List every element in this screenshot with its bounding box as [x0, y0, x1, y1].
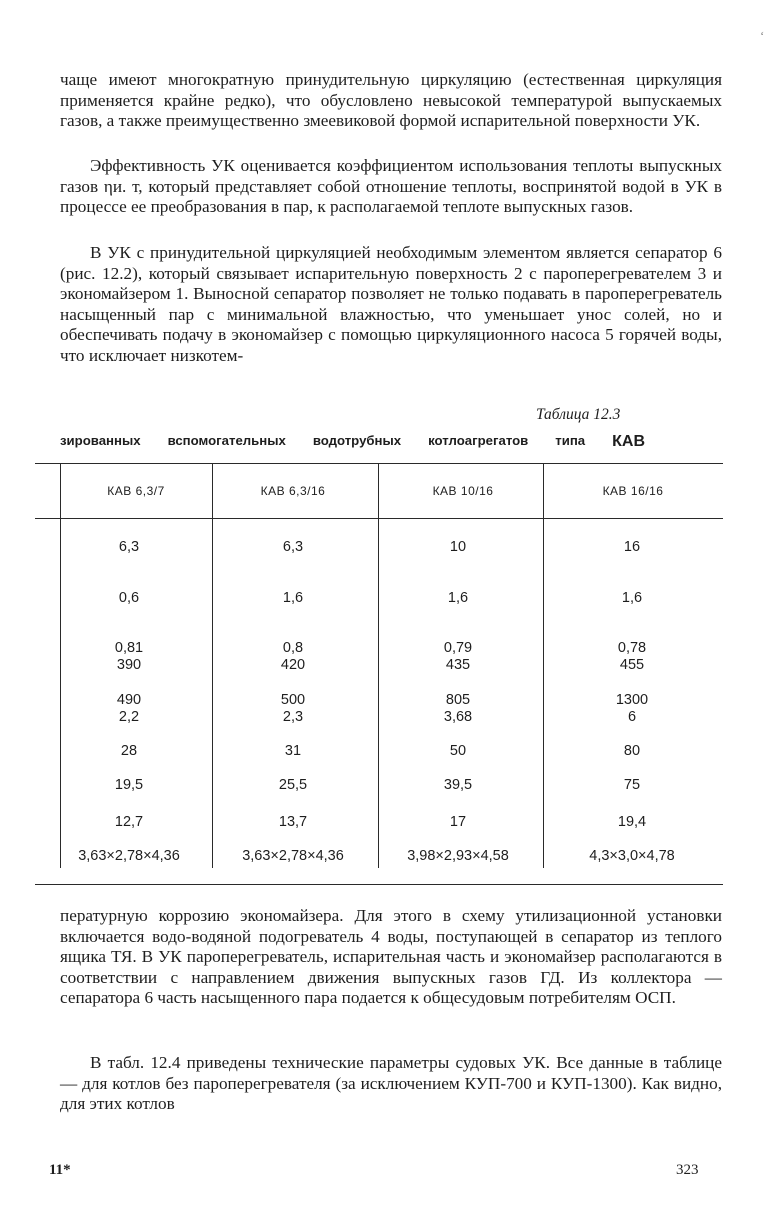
- table-cell: 805: [445, 692, 471, 708]
- table-cell: 75: [623, 777, 641, 793]
- caption-word: КАВ: [612, 433, 645, 450]
- table-cell: 0,79: [443, 640, 473, 656]
- table-cell: 4,3×3,0×4,78: [589, 848, 675, 864]
- margin-mark: ‘: [760, 28, 765, 43]
- table-cell: 17: [449, 814, 467, 830]
- table-cell: 1,6: [282, 590, 304, 606]
- column-header-kav-6-3-16: КАВ 6,3/16: [260, 484, 326, 498]
- column-header-kav-10-16: КАВ 10/16: [432, 484, 494, 498]
- table-cell: 1300: [615, 692, 649, 708]
- table-cell: 6,3: [282, 539, 304, 555]
- table-cell: 10: [449, 539, 467, 555]
- table-cell: 420: [280, 657, 306, 673]
- caption-word: котлоагрегатов: [428, 433, 529, 448]
- table-cell: 16: [623, 539, 641, 555]
- table-cell: 6,3: [118, 539, 140, 555]
- paragraph-5: В табл. 12.4 приведены технические параметры судовых УК. Все данные в таблице — для котлов без пароперегревателя (за исключением КУП-700 и КУП-1300). Как видно, для этих котлов: [60, 1053, 722, 1114]
- table-cell: 0,78: [617, 640, 647, 656]
- table-cell: 19,4: [617, 814, 647, 830]
- table-cell: 3,98×2,93×4,58: [407, 848, 509, 864]
- table-cell: 12,7: [114, 814, 144, 830]
- paragraph-1: чаще имеют многократную принудительную циркуляцию (естественная циркуляция применяется крайне редко), что обусловлено невысокой температурой выпускаемых газов, а также преимущественно змеевиковой формой испарительной поверхности УК.: [60, 70, 722, 131]
- caption-word: водотрубных: [312, 433, 402, 448]
- table-cell: 19,5: [114, 777, 144, 793]
- table-cell: 390: [116, 657, 142, 673]
- table-cell: 25,5: [278, 777, 308, 793]
- table-cell: 3,63×2,78×4,36: [242, 848, 344, 864]
- caption-word: зированных: [60, 433, 141, 448]
- table-cell: 1,6: [447, 590, 469, 606]
- paragraph-2: Эффективность УК оценивается коэффициентом использования теплоты выпускных газов ηи. т, который представляет собой отношение теплоты, воспринятой водой в УК в процессе ее преобразования в пар, к располагаемой теплоте выпускных газов.: [60, 156, 722, 217]
- table-cell: 1,6: [621, 590, 643, 606]
- table-column-divider: [543, 463, 544, 868]
- table-cell: 50: [449, 743, 467, 759]
- table-cell: 2,3: [282, 709, 304, 725]
- table-cell: 39,5: [443, 777, 473, 793]
- table-cell: 490: [116, 692, 142, 708]
- table-cell: 31: [284, 743, 302, 759]
- table-rule-top: [35, 463, 723, 464]
- table-cell: 500: [280, 692, 306, 708]
- paragraph-3: В УК с принудительной циркуляцией необходимым элементом является сепаратор 6 (рис. 12.2), который связывает испарительную поверхность 2 с пароперегревателем 3 и экономайзером 1. Выносной сепаратор позволяет не только подавать в пароперегреватель насыщенный пар с минимальной влажностью, что уменьшает унос солей, но и обеспечивать подачу в экономайзер с помощью циркуляционного насоса 5 горячей воды, что исключает низкотем-: [60, 243, 722, 365]
- table-cell: 455: [619, 657, 645, 673]
- table-cell: 435: [445, 657, 471, 673]
- table-label: Таблица 12.3: [536, 406, 621, 423]
- table-cell: 3,63×2,78×4,36: [78, 848, 180, 864]
- table-cell: 6: [627, 709, 637, 725]
- table-cell: 0,6: [118, 590, 140, 606]
- column-header-kav-6-3-7: КАВ 6,3/7: [107, 484, 165, 498]
- table-cell: 3,68: [443, 709, 473, 725]
- table-cell: 28: [120, 743, 138, 759]
- paragraph-4: пературную коррозию экономайзера. Для этого в схему утилизационной установки включается водо-водяной подогреватель 4 воды, поступающей в сепаратор из теплого ящика ТЯ. В УК пароперегреватель, испарительная часть и экономайзер располагаются в соответствии с направлением движения выпускных газов ГД. Из коллектора — сепаратора 6 часть насыщенного пара подается к общесудовым потребителям ОСП.: [60, 906, 722, 1008]
- table-cell: 2,2: [118, 709, 140, 725]
- table-rule-bottom: [35, 884, 723, 885]
- table-caption: [60, 433, 645, 451]
- page-number: 323: [676, 1162, 699, 1178]
- table-cell: 0,81: [114, 640, 144, 656]
- printer-signature: 11*: [49, 1162, 71, 1178]
- column-header-kav-16-16: КАВ 16/16: [602, 484, 664, 498]
- table-cell: 80: [623, 743, 641, 759]
- caption-word: типа: [555, 433, 586, 448]
- caption-word: вспомогательных: [167, 433, 286, 448]
- table-cell: 0,8: [282, 640, 304, 656]
- table-cell: 13,7: [278, 814, 308, 830]
- table-rule-header: [35, 518, 723, 519]
